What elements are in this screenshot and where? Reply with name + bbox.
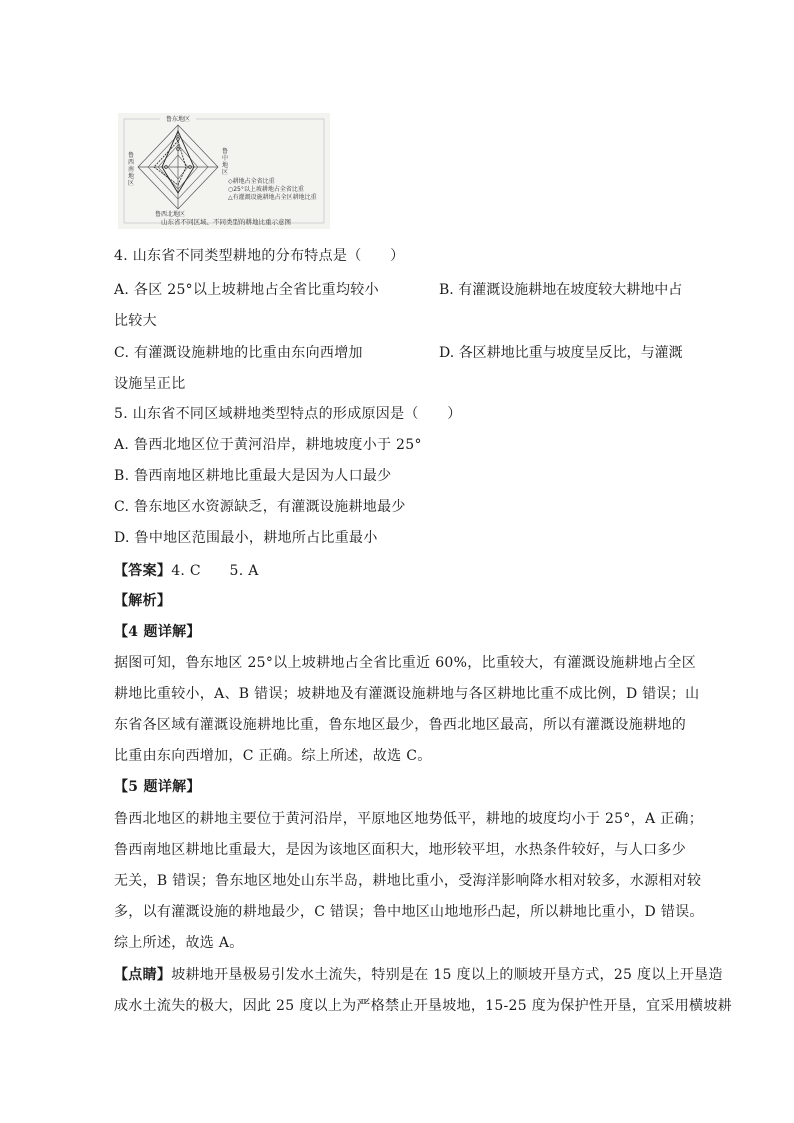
q5-option-b: B. 鲁西南地区耕地比重最大是因为人口最少 bbox=[114, 468, 392, 484]
regional-farmland-figure bbox=[118, 113, 330, 229]
detail5-line: 多，以有灌溉设施的耕地最少，C 错误；鲁中地区山地地形凸起，所以耕地比重小，D 错误。 bbox=[114, 904, 704, 920]
detail4-line: 比重由东向西增加，C 正确。综上所述，故选 C。 bbox=[114, 748, 432, 764]
figure-caption: 山东省不同区域、不同类型的耕地比重示意图 bbox=[161, 218, 291, 226]
detail5-line: 鲁西北地区的耕地主要位于黄河沿岸，平原地区地势低平，耕地的坡度均小于 25°，A 正确； bbox=[114, 811, 704, 827]
detail4-line: 耕地比重较小，A、B 错误；坡耕地及有灌溉设施耕地与各区耕地比重不成比例，D 错误；山 bbox=[114, 686, 700, 702]
tip-line-2: 成水土流失的极大，因此 25 度以上为严格禁止开垦坡地，15-25 度为保护性开垦，宜采用横坡耕 bbox=[114, 998, 732, 1014]
analysis-label: 【解析】 bbox=[114, 593, 172, 609]
tip-label: 【点睛】 bbox=[114, 967, 172, 983]
q5-option-d: D. 鲁中地区范围最小，耕地所占比重最小 bbox=[114, 530, 378, 546]
detail5-line: 综上所述，故选 A。 bbox=[114, 935, 244, 951]
q5-option-c: C. 鲁东地区水资源缺乏，有灌溉设施耕地最少 bbox=[114, 499, 406, 515]
q4-option-b-cont: 比较大 bbox=[114, 313, 157, 329]
tip-line-1 bbox=[114, 965, 723, 985]
q4-option-a: A. 各区 25°以上坡耕地占全省比重均较小 bbox=[114, 282, 379, 298]
detail5-line: 鲁西南地区耕地比重最大，是因为该地区面积大，地形较平坦，水热条件较好，与人口多少 bbox=[114, 842, 686, 858]
answer-value: 4. C 5. A bbox=[171, 563, 259, 579]
answer-label: 【答案】 bbox=[114, 563, 172, 579]
q4-option-d: D. 各区耕地比重与坡度呈反比，与灌溉 bbox=[439, 345, 683, 361]
detail4-line: 东省各区域有灌溉设施耕地比重，鲁东地区最少，鲁西北地区最高，所以有灌溉设施耕地的 bbox=[114, 717, 686, 733]
q5-option-a: A. 鲁西北地区位于黄河沿岸，耕地坡度小于 25° bbox=[114, 437, 422, 453]
label-northwest: 鲁西北地区 bbox=[154, 211, 186, 218]
farmland-radar-diagram bbox=[118, 113, 330, 229]
tip-text-1: 坡耕地开垦极易引发水土流失，特别是在 15 度以上的顺坡开垦方式，25 度以上开垦造 bbox=[171, 967, 723, 983]
label-east: 鲁东地区 bbox=[165, 116, 191, 123]
detail5-line: 无关，B 错误；鲁东地区地处山东半岛，耕地比重小，受海洋影响降水相对较多，水源相对较 bbox=[114, 873, 702, 889]
detail5-label: 【5 题详解】 bbox=[114, 779, 201, 795]
q5-stem: 5. 山东省不同区域耕地类型特点的形成原因是（ ） bbox=[114, 406, 462, 422]
legend-item-1: ◇耕地占全省比重 bbox=[228, 178, 275, 185]
q4-stem: 4. 山东省不同类型耕地的分布特点是（ ） bbox=[114, 248, 405, 264]
answer-line bbox=[114, 561, 686, 581]
q4-option-c: C. 有灌溉设施耕地的比重由东向西增加 bbox=[114, 345, 363, 361]
label-southwest: 鲁西南地区 bbox=[128, 152, 135, 187]
label-central: 鲁中地区 bbox=[222, 148, 229, 176]
detail4-line: 据图可知，鲁东地区 25°以上坡耕地占全省比重近 60%，比重较大，有灌溉设施耕地占全区 bbox=[114, 655, 697, 671]
q4-option-b: B. 有灌溉设施耕地在坡度较大耕地中占 bbox=[439, 282, 683, 298]
detail4-label: 【4 题详解】 bbox=[114, 624, 201, 640]
legend-item-3: △有灌溉设施耕地占全区耕地比重 bbox=[228, 194, 317, 201]
legend-item-2: ○25°以上坡耕地占全省比重 bbox=[228, 186, 304, 193]
q4-option-d-cont: 设施呈正比 bbox=[114, 376, 186, 392]
